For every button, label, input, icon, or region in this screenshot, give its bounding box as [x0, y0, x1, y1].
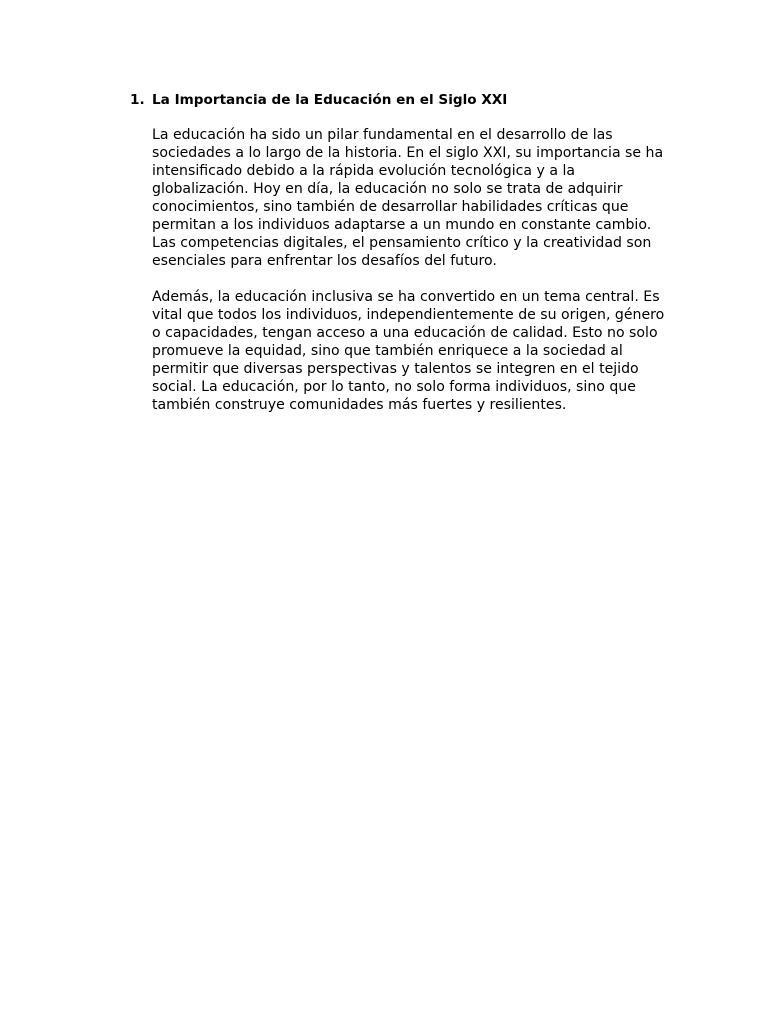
paragraph-line: intensificado debido a la rápida evolución tecnológica y a la — [152, 163, 576, 179]
paragraph-line: esenciales para enfrentar los desafíos del futuro. — [152, 253, 497, 269]
paragraph-1 — [152, 126, 672, 270]
paragraph-2 — [152, 288, 672, 414]
paragraph-line: o capacidades, tengan acceso a una educación de calidad. Esto no solo — [152, 325, 658, 341]
paragraph-line: social. La educación, por lo tanto, no solo forma individuos, sino que — [152, 379, 636, 395]
section-title: La Importancia de la Educación en el Siglo XXI — [152, 92, 508, 108]
document-section — [130, 90, 670, 414]
section-number: 1. — [130, 92, 145, 108]
paragraph-line: vital que todos los individuos, independientemente de su origen, género — [152, 307, 665, 323]
paragraph-line: permitir que diversas perspectivas y talentos se integren en el tejido — [152, 361, 639, 377]
section-heading — [130, 90, 670, 110]
paragraph-line: conocimientos, sino también de desarrollar habilidades críticas que — [152, 199, 629, 215]
paragraph-line: La educación ha sido un pilar fundamental en el desarrollo de las — [152, 127, 613, 143]
paragraph-line: también construye comunidades más fuertes y resilientes. — [152, 397, 567, 413]
paragraph-line: Además, la educación inclusiva se ha convertido en un tema central. Es — [152, 289, 660, 305]
paragraph-line: sociedades a lo largo de la historia. En el siglo XXI, su importancia se ha — [152, 145, 664, 161]
paragraph-line: permitan a los individuos adaptarse a un mundo en constante cambio. — [152, 217, 652, 233]
paragraph-line: globalización. Hoy en día, la educación no solo se trata de adquirir — [152, 181, 623, 197]
paragraph-line: Las competencias digitales, el pensamiento crítico y la creatividad son — [152, 235, 652, 251]
paragraph-line: promueve la equidad, sino que también enriquece a la sociedad al — [152, 343, 623, 359]
